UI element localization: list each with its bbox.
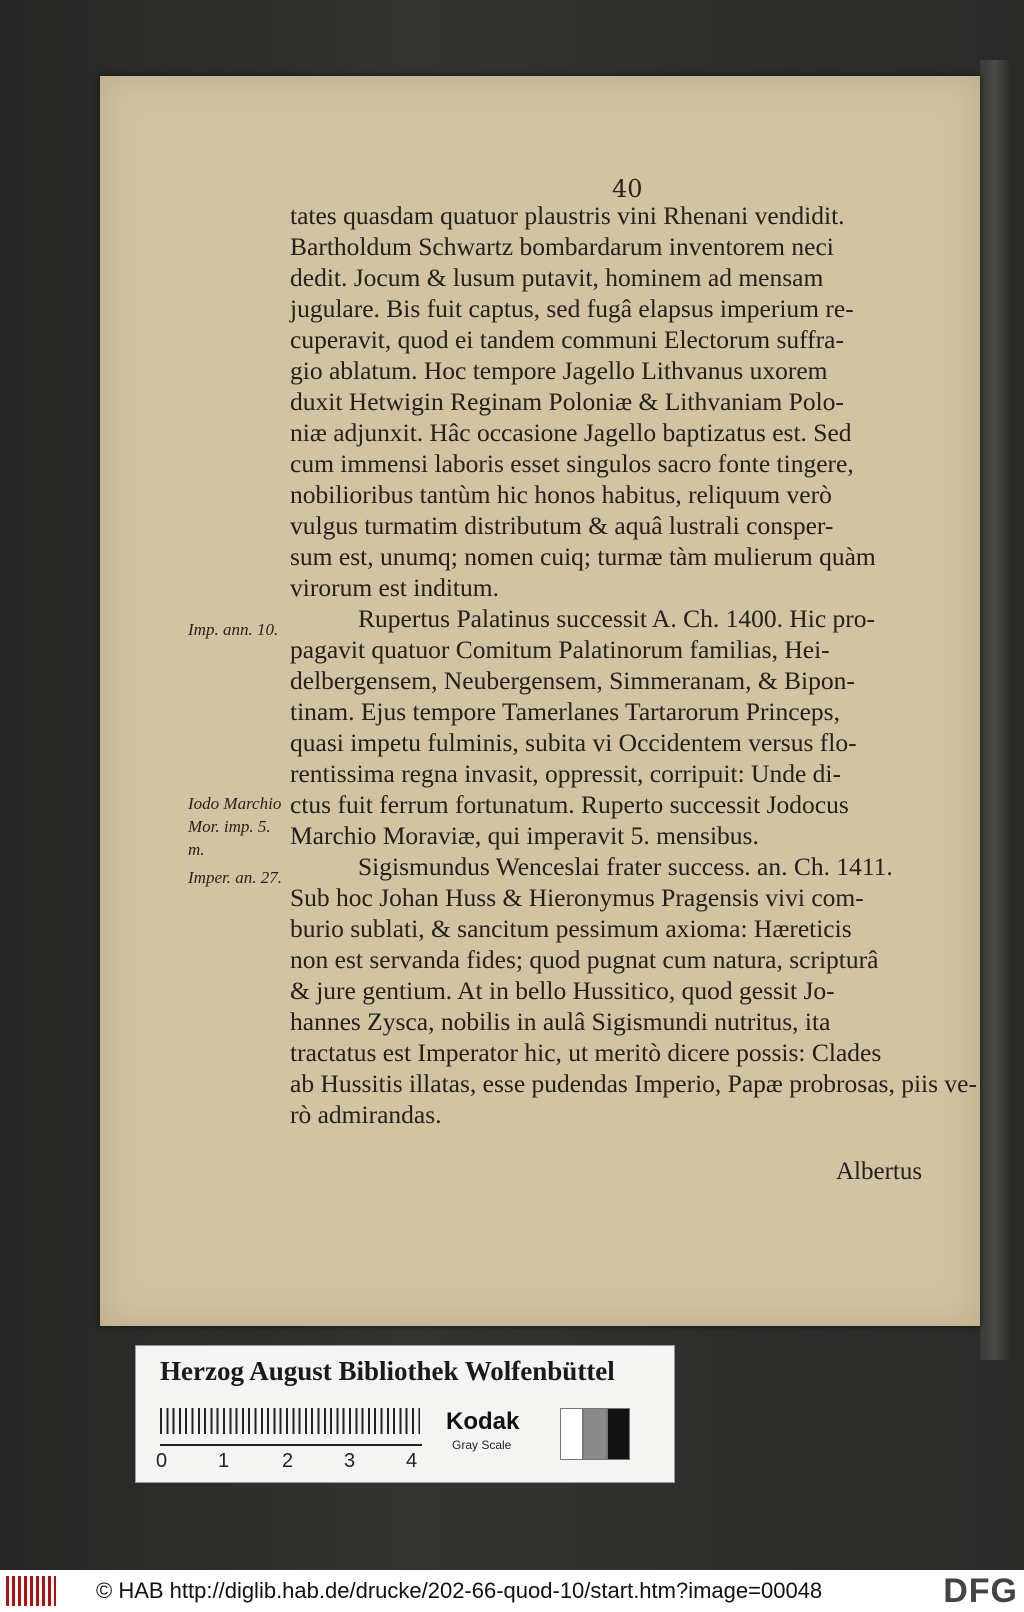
dfg-logo: DFG	[943, 1571, 1018, 1610]
text-line: delbergensem, Neubergensem, Simmeranam, & Bipon-	[290, 666, 855, 695]
gray-scale-label: Gray Scale	[452, 1438, 512, 1452]
label-title: Herzog August Bibliothek Wolfenbüttel	[160, 1356, 615, 1386]
footer-bar	[0, 1570, 1024, 1612]
text-line: virorum est inditum.	[290, 573, 499, 602]
text-line: ab Hussitis illatas, esse pudendas Imperio, Papæ probrosas, piis ve-	[290, 1069, 977, 1098]
text-line: sum est, unumq; nomen cuiq; turmæ tàm mulierum quàm	[290, 542, 876, 571]
text-line: Marchio Moraviæ, qui imperavit 5. mensibus.	[290, 821, 759, 850]
text-line: Sub hoc Johan Huss & Hieronymus Pragensis vivi com-	[290, 883, 864, 912]
gray-swatch	[583, 1408, 606, 1460]
book-edge	[980, 60, 1010, 1360]
gray-scale-swatches	[560, 1408, 630, 1460]
ruler-number: 3	[344, 1450, 356, 1472]
gray-swatch	[560, 1408, 583, 1460]
margin-note-3: Imper. an. 27.	[188, 868, 282, 887]
ruler-number: 2	[282, 1450, 294, 1472]
text-line: & jure gentium. At in bello Hussitico, quod gessit Jo-	[290, 976, 835, 1005]
gray-swatch	[607, 1408, 630, 1460]
text-line: pagavit quatuor Comitum Palatinorum familias, Hei-	[290, 635, 830, 664]
ruler-baseline	[160, 1444, 422, 1446]
text-line: tractatus est Imperator hic, ut meritò dicere possis: Clades	[290, 1038, 882, 1067]
catchword: Albertus	[836, 1158, 923, 1185]
text-line: jugulare. Bis fuit captus, sed fugâ elapsus imperium re-	[290, 294, 854, 323]
ruler-number: 1	[218, 1450, 230, 1472]
ruler-ticks	[160, 1408, 420, 1446]
text-line: rentissima regna invasit, oppressit, corripuit: Unde di-	[290, 759, 841, 788]
text-line: cum immensi laboris esset singulos sacro fonte tingere,	[290, 449, 854, 478]
text-line: quasi impetu fulminis, subita vi Occidentem versus flo-	[290, 728, 857, 757]
margin-note-2: Iodo Marchio Mor. imp. 5. m.	[188, 794, 282, 859]
text-line: Bartholdum Schwartz bombardarum inventorem neci	[290, 232, 834, 261]
page-body	[290, 200, 977, 1130]
text-line: niæ adjunxit. Hâc occasione Jagello baptizatus est. Sed	[290, 418, 852, 447]
margin-note-1: Imp. ann. 10.	[188, 620, 279, 639]
page-number: 40	[612, 175, 643, 203]
library-label	[135, 1345, 675, 1483]
hab-logo-icon	[6, 1576, 56, 1606]
text-line: ctus fuit ferrum fortunatum. Ruperto successit Jodocus	[290, 790, 849, 819]
text-line: burio sublati, & sancitum pessimum axioma: Hæreticis	[290, 914, 852, 943]
text-line: Sigismundus Wenceslai frater success. an. Ch. 1411.	[358, 852, 893, 881]
text-line: hannes Zysca, nobilis in aulâ Sigismundi nutritus, ita	[290, 1007, 831, 1036]
text-line: duxit Hetwigin Reginam Poloniæ & Lithvaniam Polo-	[290, 387, 844, 416]
text-line: dedit. Jocum & lusum putavit, hominem ad mensam	[290, 263, 824, 292]
text-line: gio ablatum. Hoc tempore Jagello Lithvanus uxorem	[290, 356, 828, 385]
kodak-logo: Kodak	[446, 1408, 520, 1435]
text-line: nobilioribus tantùm hic honos habitus, reliquum verò	[290, 480, 832, 509]
ruler-number: 0	[156, 1450, 168, 1472]
text-line: rò admirandas.	[290, 1100, 442, 1129]
bleed-through	[300, 95, 900, 125]
ruler-number: 4	[406, 1450, 418, 1472]
text-line: cuperavit, quod ei tandem communi Electorum suffra-	[290, 325, 844, 354]
text-line: non est servanda fides; quod pugnat cum natura, scripturâ	[290, 945, 879, 974]
text-line: tinam. Ejus tempore Tamerlanes Tartarorum Princeps,	[290, 697, 840, 726]
text-line: Rupertus Palatinus successit A. Ch. 1400. Hic pro-	[358, 604, 876, 633]
footer-source-link[interactable]: © HAB http://diglib.hab.de/drucke/202-66-quod-10/start.htm?image=00048	[96, 1578, 823, 1603]
text-line: vulgus turmatim distributum & aquâ lustrali consper-	[290, 511, 834, 540]
text-line: tates quasdam quatuor plaustris vini Rhenani vendidit.	[290, 201, 845, 230]
